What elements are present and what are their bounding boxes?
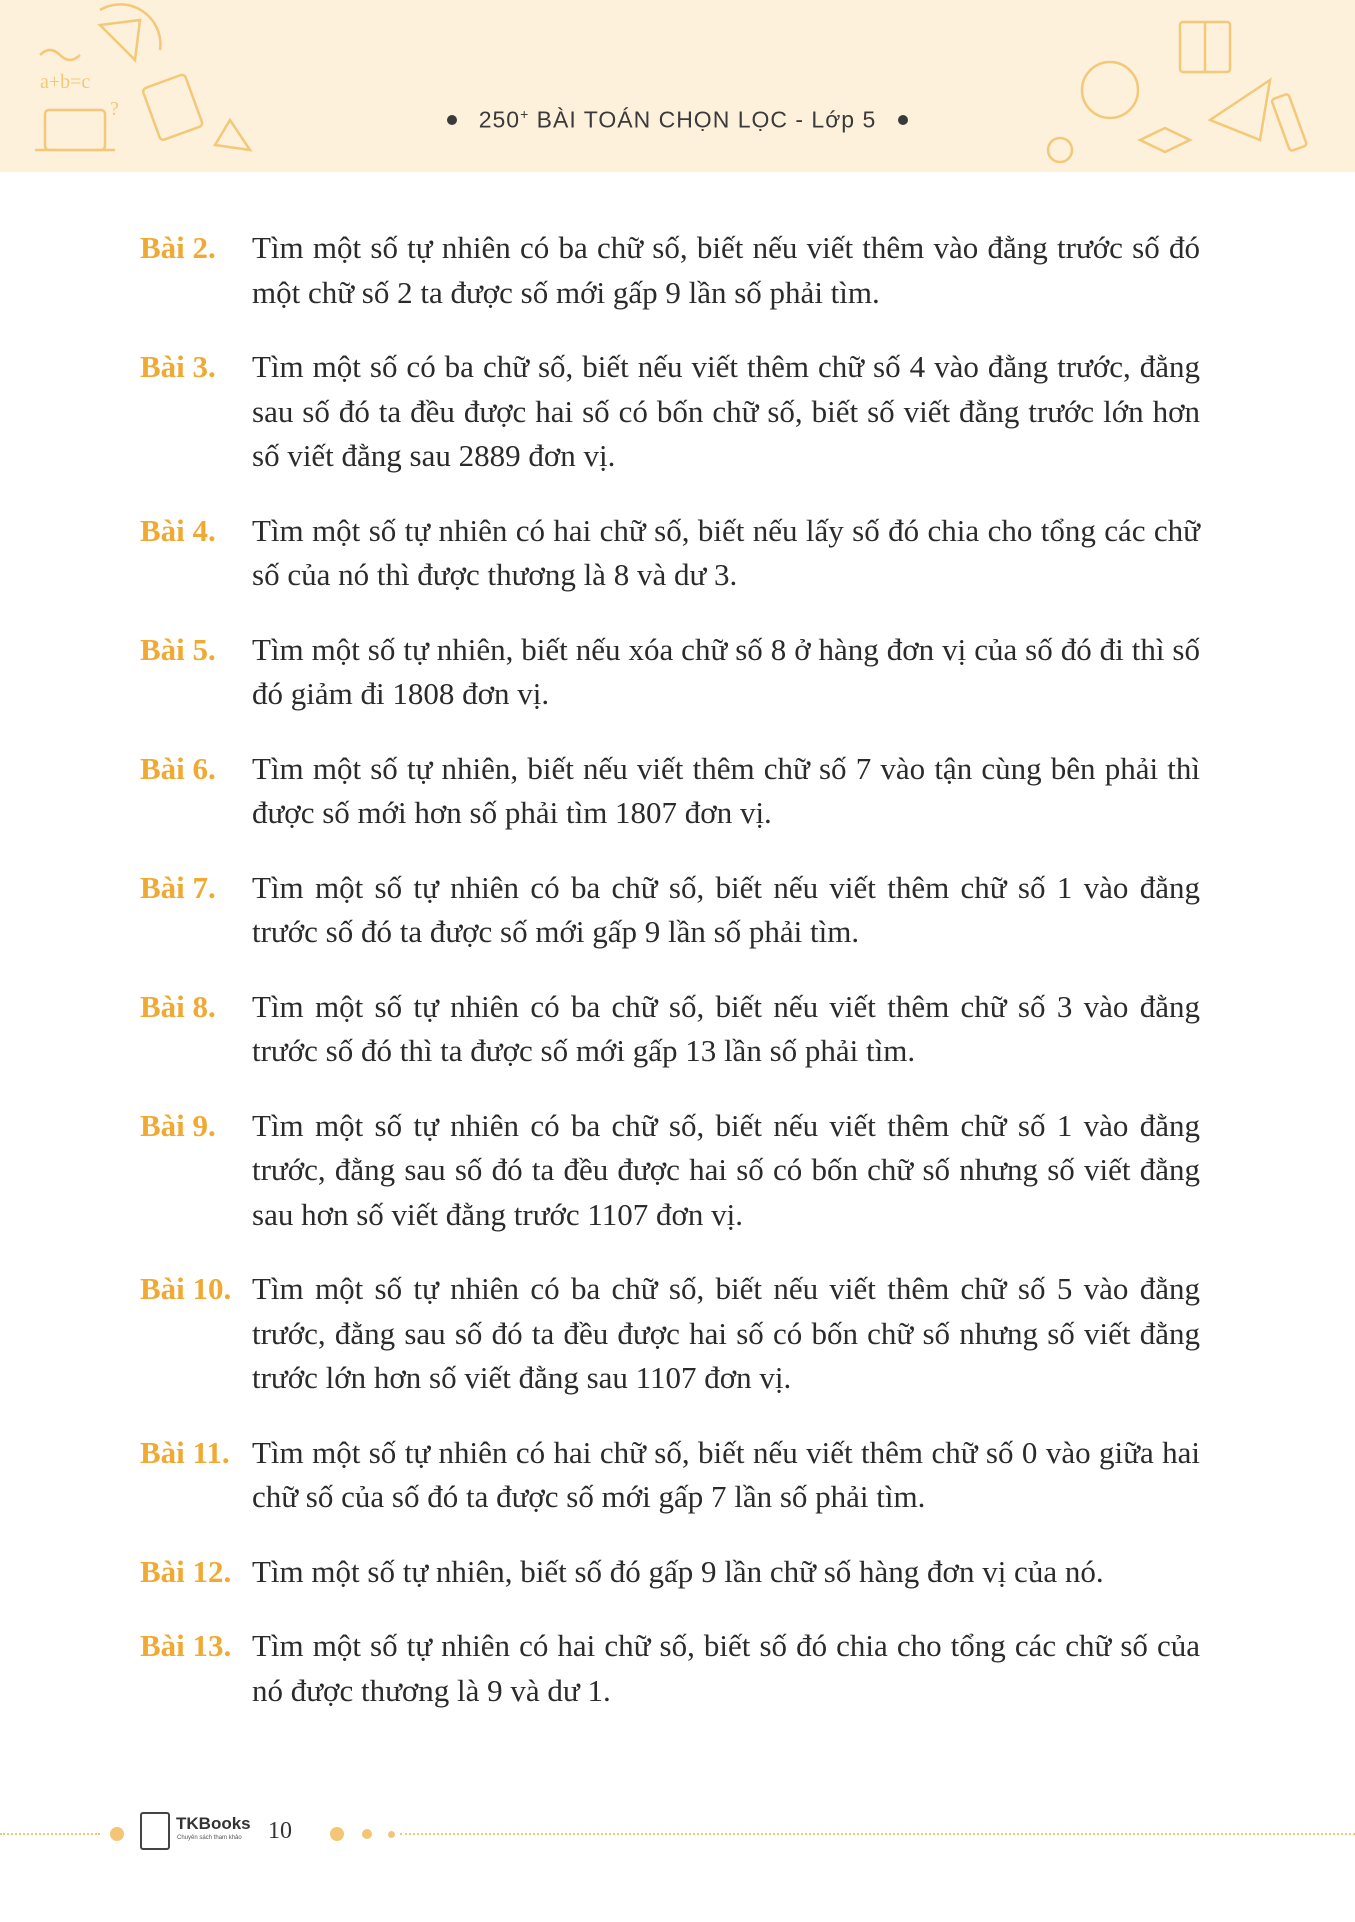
problem-text: Tìm một số có ba chữ số, biết nếu viết thêm chữ số 4 vào đằng trước, đằng sau số đó ta đều được hai số có bốn chữ số, biết số viết đằng trước lớn hơn số viết đằng sau 2889 đơn vị. — [252, 349, 1200, 473]
problem-item — [140, 1624, 1200, 1713]
problem-text: Tìm một số tự nhiên có ba chữ số, biết nếu viết thêm chữ số 5 vào đằng trước, đằng sau số đó ta đều được hai số có bốn chữ số nhưng số viết đằng trước lớn hơn số viết đằng sau 1107 đơn vị. — [252, 1271, 1200, 1395]
problem-text: Tìm một số tự nhiên, biết số đó gấp 9 lần chữ số hàng đơn vị của nó. — [252, 1553, 1104, 1589]
question-doodle: ? — [110, 98, 119, 120]
problem-item — [140, 1431, 1200, 1520]
problem-label: Bài 2. — [140, 230, 216, 265]
problem-label: Bài 7. — [140, 869, 216, 905]
dot-decoration — [362, 1829, 372, 1839]
book-title — [0, 106, 1355, 134]
problem-text: Tìm một số tự nhiên, biết nếu xóa chữ số 8 ở hàng đơn vị của số đó đi thì số đó giảm đi 1808 đơn vị. — [252, 631, 1200, 711]
problem-label: Bài 3. — [140, 349, 216, 384]
problem-label: Bài 9. — [140, 1107, 216, 1143]
title-sup: + — [520, 106, 530, 122]
problem-item — [140, 747, 1200, 836]
protractor-icon — [100, 4, 160, 50]
problem-label: Bài 4. — [140, 512, 216, 548]
dot-decoration — [330, 1827, 344, 1841]
problem-label: Bài 8. — [140, 988, 216, 1024]
logo-text: TKBooks — [176, 1814, 251, 1833]
problem-text: Tìm một số tự nhiên, biết nếu viết thêm chữ số 7 vào tận cùng bên phải thì được số mới hơn số phải tìm 1807 đơn vị. — [252, 750, 1200, 830]
problem-item — [140, 866, 1200, 955]
problem-item — [140, 628, 1200, 717]
page-footer — [0, 1808, 1355, 1858]
problem-label: Bài 12. — [140, 1553, 232, 1589]
problem-label: Bài 6. — [140, 750, 216, 786]
problem-text: Tìm một số tự nhiên có hai chữ số, biết số đó chia cho tổng các chữ số của nó được thương là 9 và dư 1. — [252, 1628, 1200, 1708]
problem-text: Tìm một số tự nhiên có ba chữ số, biết nếu viết thêm chữ số 1 vào đằng trước số đó ta được số mới gấp 9 lần số phải tìm. — [252, 869, 1200, 949]
logo-tagline: Chuyên sách tham khảo — [177, 1835, 242, 1841]
problem-label: Bài 10. — [140, 1271, 232, 1306]
page-header — [0, 0, 1355, 172]
problem-item — [140, 985, 1200, 1074]
formula-doodle: a+b=c — [40, 71, 91, 93]
problem-item — [140, 1267, 1200, 1401]
problem-item — [140, 345, 1200, 479]
dot-decoration — [110, 1827, 124, 1841]
set-square-icon — [100, 20, 140, 60]
problem-text: Tìm một số tự nhiên có ba chữ số, biết nếu viết thêm chữ số 3 vào đằng trước số đó thì ta được số mới gấp 13 lần số phải tìm. — [252, 988, 1200, 1068]
title-text: BÀI TOÁN CHỌN LỌC - Lớp 5 — [529, 106, 877, 133]
problem-item — [140, 226, 1200, 315]
school-doodles-decoration — [0, 0, 1355, 172]
apple-icon — [1048, 138, 1072, 162]
tkbooks-logo-icon — [140, 1812, 170, 1850]
problem-item — [140, 1104, 1200, 1238]
problem-list — [140, 226, 1200, 1743]
bullet-icon — [447, 115, 457, 125]
problem-item — [140, 509, 1200, 598]
problem-text: Tìm một số tự nhiên có hai chữ số, biết nếu viết thêm chữ số 0 vào giữa hai chữ số của số đó ta được số mới gấp 7 lần số phải tìm. — [252, 1434, 1200, 1514]
dot-decoration — [388, 1831, 395, 1838]
bullet-icon — [898, 115, 908, 125]
problem-label: Bài 11. — [140, 1434, 230, 1470]
problem-label: Bài 5. — [140, 631, 216, 667]
page-number: 10 — [268, 1818, 292, 1844]
dotted-line — [0, 1833, 100, 1835]
squiggle-icon — [40, 50, 80, 60]
problem-text: Tìm một số tự nhiên có hai chữ số, biết nếu lấy số đó chia cho tổng các chữ số của nó thì được thương là 8 và dư 3. — [252, 512, 1200, 592]
title-number: 250 — [478, 106, 521, 133]
dotted-line — [400, 1833, 1355, 1835]
problem-label: Bài 13. — [140, 1628, 232, 1663]
problem-item — [140, 1550, 1200, 1595]
problem-text: Tìm một số tự nhiên có ba chữ số, biết nếu viết thêm chữ số 1 vào đằng trước, đằng sau số đó ta đều được hai số có bốn chữ số nhưng số viết đằng sau hơn số viết đằng trước 1107 đơn vị. — [252, 1107, 1200, 1232]
problem-text: Tìm một số tự nhiên có ba chữ số, biết nếu viết thêm vào đằng trước số đó một chữ số 2 ta được số mới gấp 9 lần số phải tìm. — [252, 230, 1200, 310]
